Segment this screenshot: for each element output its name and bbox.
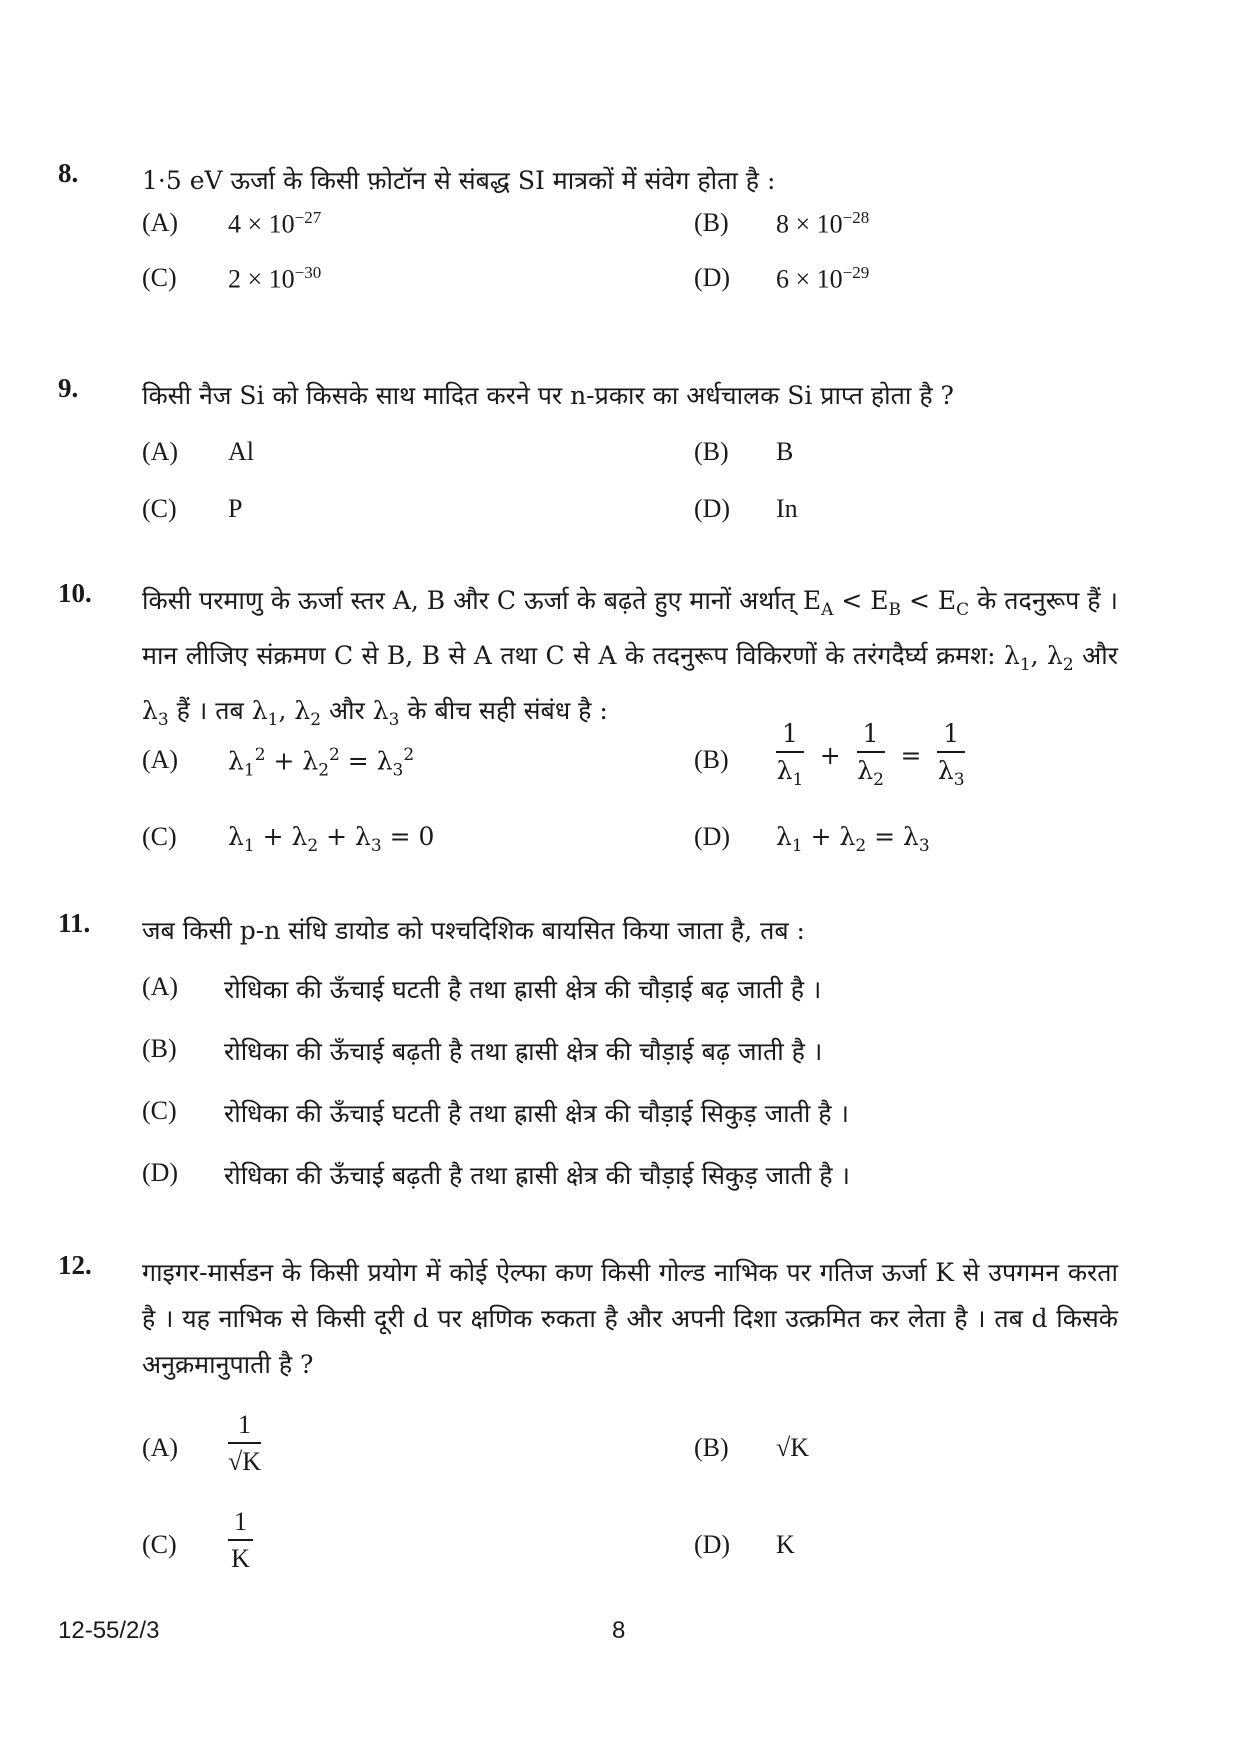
option-label: (D) — [694, 1530, 731, 1559]
question-number: 9. — [58, 373, 79, 403]
option-label: (C) — [142, 1530, 177, 1559]
option-label: (D) — [694, 494, 731, 523]
option-value: √K — [776, 1433, 810, 1462]
option-label: (B) — [142, 1034, 177, 1063]
option-value: $6 \times 10^{-29}$ — [776, 263, 870, 294]
fraction: $\frac{1}{\lambda_2}$ — [857, 719, 884, 790]
fraction: $\frac{1}{\lambda_3}$ — [937, 719, 965, 790]
option-label: (A) — [142, 208, 179, 237]
option-value: B — [776, 437, 794, 466]
fraction: $\frac{1}{K}$ — [228, 1507, 253, 1575]
option-label: (C) — [142, 494, 177, 523]
fraction: $\frac{1}{\lambda_1}$ — [776, 719, 804, 790]
question-number: 12. — [58, 1250, 92, 1280]
option-label: (B) — [694, 745, 729, 774]
option-value: K — [776, 1530, 795, 1559]
option-label: (C) — [142, 822, 177, 851]
option-label: (A) — [142, 437, 179, 466]
option-value: $\lambda_1^2 + \lambda_2^2 = \lambda_3^2$ — [228, 745, 415, 781]
option-value: रोधिका की ऊँचाई घटती है तथा ह्रासी क्षेत्र की चौड़ाई सिकुड़ जाती है । — [224, 1099, 849, 1128]
question-text: 1·5 eV ऊर्जा के किसी फ़ोटॉन से संबद्ध SI मात्रकों में संवेग होता है : — [142, 166, 776, 195]
question-number: 8. — [58, 158, 79, 188]
option-value — [228, 1507, 253, 1575]
question-text: किसी नैज Si को किसके साथ मादित करने पर n-प्रकार का अर्धचालक Si प्राप्त होता है ? — [142, 381, 954, 410]
option-label: (D) — [142, 1158, 179, 1187]
question-text: जब किसी p-n संधि डायोड को पश्चदिशिक बायसित किया जाता है, तब : — [142, 916, 805, 945]
option-label: (B) — [694, 208, 729, 237]
question-number: 10. — [58, 578, 92, 608]
option-value: $\lambda_1 + \lambda_2 + \lambda_3 = 0$ — [228, 822, 435, 856]
question-9 — [58, 373, 1118, 419]
option-value: $\frac{1}{\lambda_1}$ + $\frac{1}{\lambda_2}$ = $\frac{1}{\lambda_3}$ — [776, 719, 965, 796]
option-value — [228, 1410, 261, 1478]
option-label: (B) — [694, 1433, 729, 1462]
question-text: गाइगर-मार्सडन के किसी प्रयोग में कोई ऐल्फा कण किसी गोल्ड नाभिक पर गतिज ऊर्जा K से उपगमन करता है । यह नाभिक से किसी दूरी d पर क्षणिक रुकता है और अपनी दिशा उत्क्रमित कर लेता है । तब d किसके अनुक्रमानुपाती है ? — [142, 1258, 1118, 1379]
option-label: (C) — [142, 1096, 177, 1125]
question-8 — [58, 158, 1118, 204]
option-value: रोधिका की ऊँचाई बढ़ती है तथा ह्रासी क्षेत्र की चौड़ाई सिकुड़ जाती है । — [224, 1161, 850, 1190]
question-text: किसी परमाणु के ऊर्जा स्तर A, B और C ऊर्जा के बढ़ते हुए मानों अर्थात् $E_A < E_B < E_C$ के तदनुरूप हैं । मान लीजिए संक्रमण C से B, B से A तथा C से A के तदनुरूप विकिरणों के तरंगदैर्घ्य क्रमश: $\lambda_1$, $\lambda_2$ और $\lambda_3$ हैं । तब $\lambda_1$, $\lambda_2$ और $\lambda_3$ के बीच सही संबंध है : — [142, 586, 1119, 730]
question-11 — [58, 908, 1118, 954]
option-value: रोधिका की ऊँचाई घटती है तथा ह्रासी क्षेत्र की चौड़ाई बढ़ जाती है । — [224, 975, 822, 1004]
option-label: (A) — [142, 1433, 179, 1462]
option-label: (B) — [694, 437, 729, 466]
fraction: $\frac{1}{√K}$ — [228, 1410, 262, 1476]
option-value: $\lambda_1 + \lambda_2 = \lambda_3$ — [776, 822, 930, 856]
option-value: P — [228, 494, 243, 523]
option-label: (A) — [142, 972, 179, 1001]
option-label: (D) — [694, 822, 731, 851]
option-value: $8 \times 10^{-28}$ — [776, 208, 870, 239]
page-number: 8 — [612, 1617, 626, 1644]
paper-code: 12-55/2/3 — [58, 1617, 160, 1644]
option-value: $4 \times 10^{-27}$ — [228, 208, 322, 239]
option-label: (A) — [142, 745, 179, 774]
question-number: 11. — [58, 908, 91, 938]
option-value: In — [776, 494, 798, 523]
option-value: Al — [228, 437, 254, 466]
option-value: रोधिका की ऊँचाई बढ़ती है तथा ह्रासी क्षेत्र की चौड़ाई बढ़ जाती है । — [224, 1037, 823, 1066]
option-label: (D) — [694, 263, 731, 292]
option-label: (C) — [142, 263, 177, 292]
option-value: $2 \times 10^{-30}$ — [228, 263, 322, 294]
question-12 — [58, 1250, 1118, 1388]
